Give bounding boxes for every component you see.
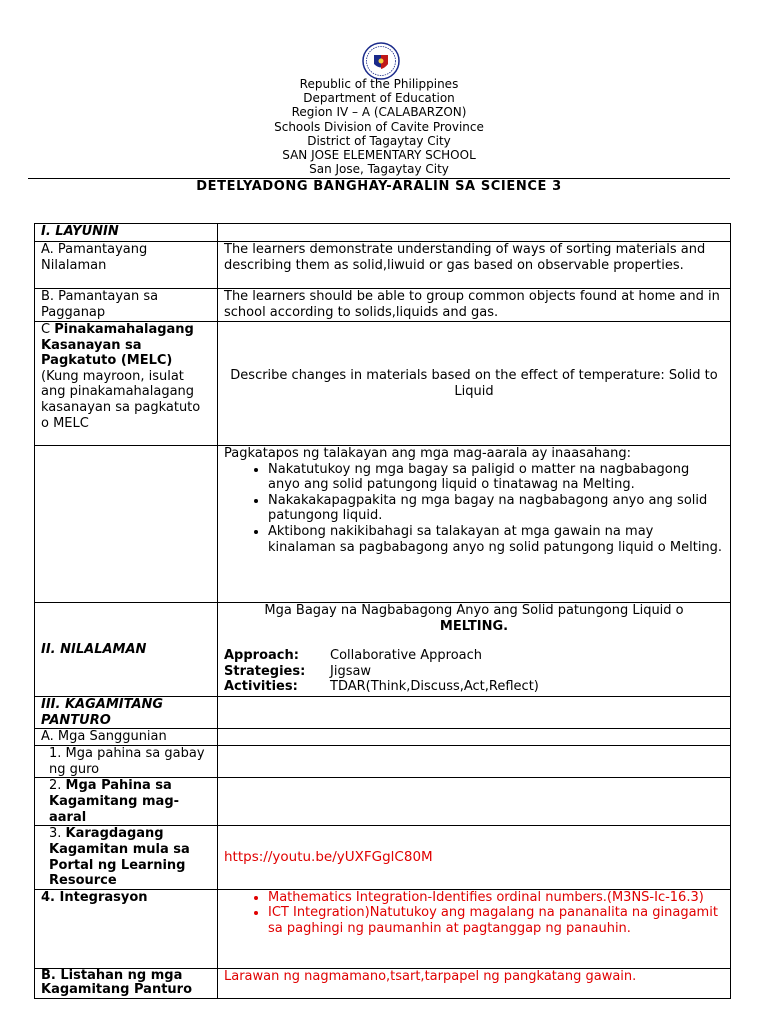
row-label: A. Mga Sanggunian — [35, 729, 218, 746]
row-label: 2. Mga Pahina sa Kagamitang mag-aaral — [35, 778, 218, 826]
topic-bold: MELTING. — [439, 618, 509, 634]
objectives-intro: Pagkatapos ng talakayan ang mga mag-aarala ay inaasahang: — [224, 446, 631, 461]
header-line: Department of Education — [303, 91, 455, 106]
list-item: • ICT Integration)Natutukoy ang magalang na pananalita na ginagamit sa paghingi ng paumanhin at pagtanggap ng panauhin. — [268, 905, 724, 936]
melc-label: Pinakamahalagang Kasanayan sa Pagkatuto (MELC) — [41, 322, 194, 369]
row-label: A. Pamantayang Nilalaman — [35, 242, 218, 289]
table-row — [35, 778, 731, 826]
content-cell — [218, 603, 731, 697]
document-title: DETELYADONG BANGHAY-ARALIN SA SCIENCE 3 — [196, 179, 562, 194]
section-heading-layunin: I. LAYUNIN — [35, 224, 218, 242]
row-value: Larawan ng nagmamano,tsart,tarpapel ng pangkatang gawain. — [218, 968, 731, 998]
table-row — [35, 322, 731, 446]
header-line: San Jose, Tagaytay City — [309, 162, 449, 177]
table-row — [35, 289, 731, 322]
table-row — [35, 446, 731, 603]
integration-cell — [218, 889, 731, 968]
deped-seal-icon — [361, 42, 401, 80]
activities-row: Activities: TDAR(Think,Discuss,Act,Reflect) — [224, 679, 539, 695]
header-line: Schools Division of Cavite Province — [274, 119, 484, 134]
table-row — [35, 826, 731, 889]
header-line: District of Tagaytay City — [307, 133, 451, 148]
table-row — [35, 603, 731, 697]
header-line: Republic of the Philippines — [299, 77, 459, 91]
table-row — [35, 242, 731, 289]
list-item: • Aktibong nakikibahagi sa talakayan at mga gawain na may kinalaman sa pagbabagong anyo ng solid patungong liquid o Melting. — [268, 524, 724, 555]
table-row — [35, 729, 731, 746]
approach-row: Approach: Collaborative Approach — [224, 648, 483, 664]
lesson-plan-table — [34, 223, 731, 999]
objectives-list — [224, 462, 724, 556]
resource-link[interactable]: https://youtu.be/yUXFGglC80M — [218, 826, 731, 889]
list-item: • Mathematics Integration-Identifies ordinal numbers.(M3NS-Ic-16.3) — [268, 890, 724, 906]
section-heading-kagamitan: III. KAGAMITANG PANTURO — [35, 697, 218, 729]
melc-note: (Kung mayroon, isulat ang pinakamahalagang kasanayan sa pagkatuto o MELC — [41, 368, 201, 431]
row-value: The learners demonstrate understanding of ways of sorting materials and describing them as solid,liwuid or gas based on observable properties. — [218, 242, 731, 289]
row-label: 3. Karagdagang Kagamitan mula sa Portal ng Learning Resource — [35, 826, 218, 889]
list-item: • Nakakakapagpakita ng mga bagay na nagbabagong anyo ang solid patungong liquid. — [268, 493, 724, 524]
list-item: • Nakatutukoy ng mga bagay sa paligid o matter na nagbabagong anyo ang solid patungong liquid o tinatawag na Melting. — [268, 462, 724, 493]
row-label: 1. Mga pahina sa gabay ng guro — [35, 746, 218, 778]
row-label — [35, 322, 218, 446]
melc-prefix: C — [41, 322, 55, 337]
header-line: Region IV – A (CALABARZON) — [291, 105, 467, 120]
topic-text: Mga Bagay na Nagbabagong Anyo ang Solid patungong Liquid o MELTING. — [264, 603, 684, 634]
table-row — [35, 224, 731, 242]
table-row — [35, 889, 731, 968]
integration-list — [224, 890, 724, 937]
header-line: SAN JOSE ELEMENTARY SCHOOL — [282, 148, 476, 163]
strategies-row: Strategies: Jigsaw — [224, 663, 372, 679]
objectives-cell — [218, 446, 731, 603]
row-label: 4. Integrasyon — [35, 889, 218, 968]
school-header — [0, 77, 758, 176]
row-label: B. Pamantayan sa Pagganap — [35, 289, 218, 322]
row-label: B. Listahan ng mga Kagamitang Panturo — [35, 968, 218, 998]
section-heading-nilalaman: II. NILALAMAN — [35, 603, 218, 697]
table-row — [35, 746, 731, 778]
row-value: The learners should be able to group common objects found at home and in school according to solids,liquids and gas. — [218, 289, 731, 322]
table-row — [35, 697, 731, 729]
melc-value: Describe changes in materials based on the effect of temperature: Solid to Liquid — [218, 322, 731, 446]
table-row — [35, 968, 731, 998]
